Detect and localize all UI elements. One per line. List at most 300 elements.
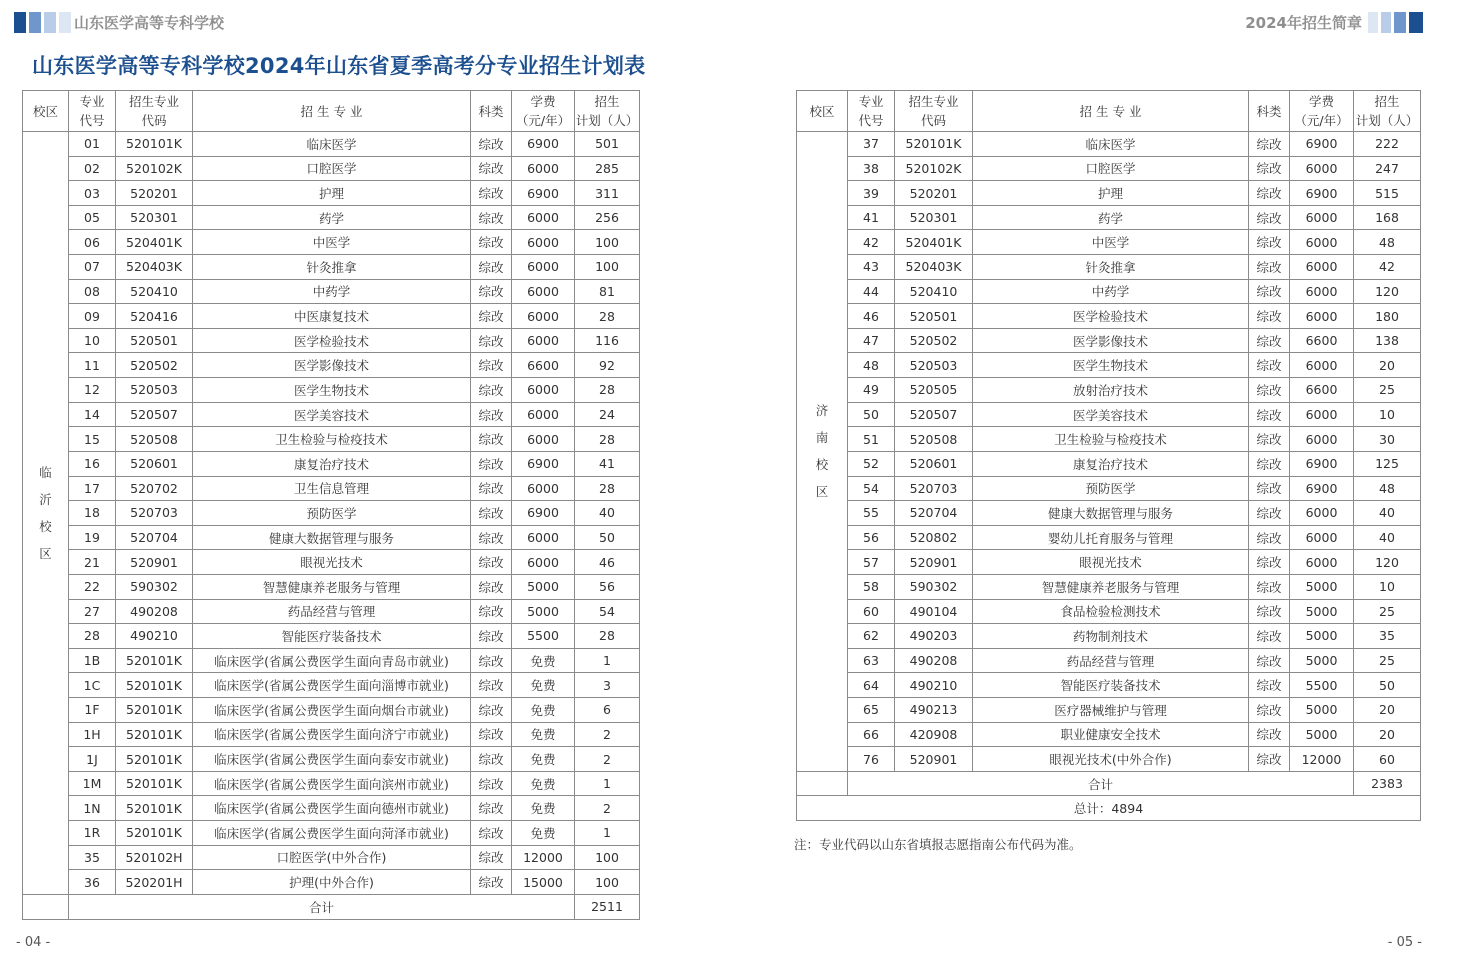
table-cell: 17 <box>69 476 116 501</box>
table-row <box>23 550 640 575</box>
table-cell: 41 <box>575 451 640 476</box>
table-cell: 490203 <box>895 624 973 649</box>
table-row <box>23 255 640 280</box>
column-header: 招生 计划（人） <box>1354 91 1421 132</box>
header-school-name: 山东医学高等专科学校 <box>74 14 225 32</box>
table-cell: 中药学 <box>193 279 471 304</box>
table-cell: 综改 <box>471 698 512 723</box>
table-cell: 25 <box>1354 648 1421 673</box>
table-row <box>797 599 1421 624</box>
column-header: 招 生 专 业 <box>973 91 1249 132</box>
table-row <box>797 673 1421 698</box>
table-cell: 49 <box>848 378 895 403</box>
table-cell: 6600 <box>1290 328 1354 353</box>
table-cell: 520403K <box>895 255 973 280</box>
table-row <box>23 476 640 501</box>
table-cell: 综改 <box>1249 378 1290 403</box>
table-cell: 口腔医学 <box>193 156 471 181</box>
table-cell: 6000 <box>512 328 575 353</box>
column-header: 学费 （元/年） <box>1290 91 1354 132</box>
table-cell: 12000 <box>1290 747 1354 772</box>
table-cell: 100 <box>575 255 640 280</box>
table-cell: 智慧健康养老服务与管理 <box>973 574 1249 599</box>
table-cell: 520101K <box>116 673 193 698</box>
table-cell: 眼视光技术 <box>193 550 471 575</box>
table-row <box>23 845 640 870</box>
table-row <box>797 624 1421 649</box>
table-row <box>797 501 1421 526</box>
table-cell: 免费 <box>512 796 575 821</box>
page-number-right: - 05 - <box>1387 935 1422 950</box>
table-cell: 520901 <box>895 550 973 575</box>
table-cell: 口腔医学(中外合作) <box>193 845 471 870</box>
table-cell: 5500 <box>512 624 575 649</box>
table-cell: 40 <box>575 501 640 526</box>
table-cell: 07 <box>69 255 116 280</box>
table-cell: 6000 <box>512 304 575 329</box>
table-cell: 综改 <box>1249 402 1290 427</box>
table-cell: 临床医学(省属公费医学生面向滨州市就业) <box>193 771 471 796</box>
table-cell: 6900 <box>1290 181 1354 206</box>
table-cell: 临床医学(省属公费医学生面向青岛市就业) <box>193 648 471 673</box>
table-cell: 6600 <box>1290 378 1354 403</box>
table-cell: 综改 <box>471 427 512 452</box>
campus-cell: 临 沂 校 区 <box>23 132 69 895</box>
table-cell: 490208 <box>895 648 973 673</box>
table-cell: 09 <box>69 304 116 329</box>
column-header: 科类 <box>1249 91 1290 132</box>
table-cell: 1R <box>69 821 116 846</box>
table-cell: 6000 <box>512 279 575 304</box>
table-row <box>797 550 1421 575</box>
table-cell: 6900 <box>512 181 575 206</box>
table-header-row <box>23 91 640 132</box>
table-row <box>797 378 1421 403</box>
table-cell: 综改 <box>471 870 512 895</box>
footnote: 注：专业代码以山东省填报志愿指南公布代码为准。 <box>794 837 1082 852</box>
table-cell: 中医康复技术 <box>193 304 471 329</box>
enrollment-table-jinan <box>796 90 1421 821</box>
table-cell: 520101K <box>116 722 193 747</box>
table-cell: 520401K <box>895 230 973 255</box>
table-cell: 100 <box>575 230 640 255</box>
table-row <box>23 673 640 698</box>
column-header: 专业 代号 <box>69 91 116 132</box>
table-cell: 168 <box>1354 205 1421 230</box>
table-cell: 40 <box>1354 525 1421 550</box>
table-row <box>797 525 1421 550</box>
table-cell: 综改 <box>471 599 512 624</box>
table-cell: 420908 <box>895 722 973 747</box>
table-row <box>797 205 1421 230</box>
table-cell: 520102K <box>116 156 193 181</box>
table-cell: 590302 <box>895 574 973 599</box>
table-cell: 综改 <box>471 624 512 649</box>
table-cell: 康复治疗技术 <box>193 451 471 476</box>
table-cell: 50 <box>1354 673 1421 698</box>
table-cell: 综改 <box>471 156 512 181</box>
table-cell: 6900 <box>1290 451 1354 476</box>
table-cell: 综改 <box>471 550 512 575</box>
table-cell: 6900 <box>512 451 575 476</box>
table-cell: 2 <box>575 747 640 772</box>
table-cell: 6000 <box>1290 402 1354 427</box>
table-cell: 515 <box>1354 181 1421 206</box>
table-cell: 卫生信息管理 <box>193 476 471 501</box>
table-cell: 综改 <box>1249 205 1290 230</box>
table-cell: 06 <box>69 230 116 255</box>
table-cell: 520101K <box>116 698 193 723</box>
table-row <box>23 747 640 772</box>
table-cell: 综改 <box>1249 279 1290 304</box>
table-cell: 490104 <box>895 599 973 624</box>
table-cell: 247 <box>1354 156 1421 181</box>
table-cell: 44 <box>848 279 895 304</box>
table-cell: 6000 <box>512 476 575 501</box>
total-row <box>797 796 1421 821</box>
blank-cell <box>797 771 848 796</box>
table-row <box>797 156 1421 181</box>
table-cell: 1N <box>69 796 116 821</box>
table-cell: 590302 <box>116 574 193 599</box>
table-cell: 药品经营与管理 <box>973 648 1249 673</box>
table-cell: 02 <box>69 156 116 181</box>
table-cell: 6000 <box>1290 205 1354 230</box>
table-row <box>797 476 1421 501</box>
table-cell: 18 <box>69 501 116 526</box>
page-number-left: - 04 - <box>16 935 51 950</box>
table-cell: 婴幼儿托育服务与管理 <box>973 525 1249 550</box>
table-row <box>23 870 640 895</box>
column-header: 校区 <box>797 91 848 132</box>
table-row <box>23 181 640 206</box>
table-cell: 综改 <box>1249 230 1290 255</box>
table-cell: 490208 <box>116 599 193 624</box>
table-cell: 520704 <box>116 525 193 550</box>
table-cell: 25 <box>1354 599 1421 624</box>
table-cell: 63 <box>848 648 895 673</box>
table-cell: 6000 <box>512 230 575 255</box>
table-cell: 6000 <box>1290 230 1354 255</box>
table-cell: 520102K <box>895 156 973 181</box>
table-cell: 临床医学(省属公费医学生面向济宁市就业) <box>193 722 471 747</box>
table-cell: 2 <box>575 722 640 747</box>
table-cell: 免费 <box>512 648 575 673</box>
table-cell: 64 <box>848 673 895 698</box>
table-cell: 46 <box>848 304 895 329</box>
table-cell: 综改 <box>1249 476 1290 501</box>
table-cell: 520507 <box>895 402 973 427</box>
table-cell: 综改 <box>471 574 512 599</box>
table-cell: 综改 <box>1249 648 1290 673</box>
table-cell: 1F <box>69 698 116 723</box>
table-cell: 智能医疗装备技术 <box>193 624 471 649</box>
table-cell: 1J <box>69 747 116 772</box>
table-row <box>23 304 640 329</box>
table-cell: 125 <box>1354 451 1421 476</box>
table-cell: 中药学 <box>973 279 1249 304</box>
table-cell: 39 <box>848 181 895 206</box>
table-cell: 5000 <box>1290 648 1354 673</box>
table-row <box>23 353 640 378</box>
table-cell: 51 <box>848 427 895 452</box>
table-row <box>23 205 640 230</box>
table-cell: 12000 <box>512 845 575 870</box>
table-cell: 综改 <box>1249 722 1290 747</box>
table-cell: 5000 <box>1290 599 1354 624</box>
table-cell: 综改 <box>1249 132 1290 157</box>
table-cell: 28 <box>575 304 640 329</box>
table-cell: 综改 <box>471 501 512 526</box>
table-cell: 综改 <box>1249 501 1290 526</box>
table-cell: 预防医学 <box>973 476 1249 501</box>
table-cell: 免费 <box>512 771 575 796</box>
table-cell: 预防医学 <box>193 501 471 526</box>
table-row <box>23 698 640 723</box>
table-cell: 6000 <box>1290 501 1354 526</box>
table-cell: 28 <box>69 624 116 649</box>
table-cell: 520501 <box>116 328 193 353</box>
column-header: 招生专业 代码 <box>116 91 193 132</box>
header-bars-left-icon <box>14 12 71 33</box>
table-cell: 综改 <box>471 328 512 353</box>
table-cell: 1M <box>69 771 116 796</box>
table-cell: 24 <box>575 402 640 427</box>
column-header: 招 生 专 业 <box>193 91 471 132</box>
table-row <box>797 255 1421 280</box>
table-cell: 放射治疗技术 <box>973 378 1249 403</box>
table-cell: 1H <box>69 722 116 747</box>
table-cell: 520416 <box>116 304 193 329</box>
table-row <box>797 574 1421 599</box>
table-cell: 卫生检验与检疫技术 <box>193 427 471 452</box>
table-cell: 48 <box>1354 230 1421 255</box>
table-row <box>23 279 640 304</box>
table-row <box>23 156 640 181</box>
table-cell: 智慧健康养老服务与管理 <box>193 574 471 599</box>
table-row <box>23 525 640 550</box>
table-cell: 医学美容技术 <box>973 402 1249 427</box>
table-cell: 综改 <box>471 673 512 698</box>
table-cell: 100 <box>575 870 640 895</box>
table-cell: 针灸推拿 <box>193 255 471 280</box>
table-row <box>797 304 1421 329</box>
table-cell: 520410 <box>116 279 193 304</box>
table-cell: 5000 <box>512 599 575 624</box>
table-cell: 520101K <box>116 648 193 673</box>
table-row <box>23 722 640 747</box>
table-cell: 46 <box>575 550 640 575</box>
table-cell: 6000 <box>1290 304 1354 329</box>
table-cell: 康复治疗技术 <box>973 451 1249 476</box>
table-cell: 综改 <box>471 402 512 427</box>
table-cell: 285 <box>575 156 640 181</box>
table-cell: 医学检验技术 <box>973 304 1249 329</box>
table-cell: 综改 <box>471 378 512 403</box>
table-cell: 57 <box>848 550 895 575</box>
table-cell: 520102H <box>116 845 193 870</box>
table-cell: 21 <box>69 550 116 575</box>
table-cell: 6000 <box>512 402 575 427</box>
table-row <box>797 230 1421 255</box>
table-cell: 54 <box>575 599 640 624</box>
table-cell: 综改 <box>471 821 512 846</box>
column-header: 招生 计划（人） <box>575 91 640 132</box>
table-cell: 药学 <box>973 205 1249 230</box>
table-cell: 6000 <box>512 525 575 550</box>
table-row <box>23 771 640 796</box>
table-cell: 48 <box>1354 476 1421 501</box>
table-cell: 56 <box>575 574 640 599</box>
table-cell: 6900 <box>1290 132 1354 157</box>
table-cell: 40 <box>1354 501 1421 526</box>
table-cell: 10 <box>1354 402 1421 427</box>
table-cell: 5000 <box>1290 722 1354 747</box>
table-cell: 490213 <box>895 698 973 723</box>
table-cell: 11 <box>69 353 116 378</box>
table-cell: 27 <box>69 599 116 624</box>
header-brochure-title: 2024年招生简章 <box>1245 14 1362 32</box>
table-cell: 36 <box>69 870 116 895</box>
table-cell: 6000 <box>1290 156 1354 181</box>
table-cell: 综改 <box>1249 451 1290 476</box>
table-cell: 综改 <box>471 722 512 747</box>
table-cell: 520503 <box>116 378 193 403</box>
table-cell: 92 <box>575 353 640 378</box>
column-header: 招生专业 代码 <box>895 91 973 132</box>
table-cell: 520507 <box>116 402 193 427</box>
table-cell: 15000 <box>512 870 575 895</box>
table-cell: 免费 <box>512 747 575 772</box>
table-cell: 综改 <box>1249 599 1290 624</box>
table-cell: 10 <box>69 328 116 353</box>
table-cell: 28 <box>575 476 640 501</box>
table-cell: 50 <box>848 402 895 427</box>
table-cell: 综改 <box>1249 550 1290 575</box>
table-cell: 综改 <box>471 255 512 280</box>
table-cell: 490210 <box>895 673 973 698</box>
table-cell: 医学美容技术 <box>193 402 471 427</box>
table-cell: 综改 <box>1249 156 1290 181</box>
table-row <box>23 427 640 452</box>
table-cell: 520501 <box>895 304 973 329</box>
table-cell: 28 <box>575 427 640 452</box>
table-cell: 综改 <box>471 353 512 378</box>
table-cell: 医学检验技术 <box>193 328 471 353</box>
table-row <box>23 624 640 649</box>
table-cell: 56 <box>848 525 895 550</box>
column-header: 学费 （元/年） <box>512 91 575 132</box>
table-cell: 6000 <box>512 378 575 403</box>
table-cell: 20 <box>1354 698 1421 723</box>
column-header: 专业 代号 <box>848 91 895 132</box>
table-cell: 43 <box>848 255 895 280</box>
table-cell: 医学生物技术 <box>193 378 471 403</box>
table-cell: 5000 <box>1290 574 1354 599</box>
table-cell: 综改 <box>471 747 512 772</box>
table-row <box>23 402 640 427</box>
table-cell: 综改 <box>471 845 512 870</box>
table-cell: 6600 <box>512 353 575 378</box>
table-cell: 药学 <box>193 205 471 230</box>
table-cell: 6000 <box>1290 550 1354 575</box>
table-cell: 5000 <box>512 574 575 599</box>
table-cell: 综改 <box>471 771 512 796</box>
table-cell: 08 <box>69 279 116 304</box>
page-title: 山东医学高等专科学校2024年山东省夏季高考分专业招生计划表 <box>32 54 646 78</box>
table-cell: 综改 <box>471 648 512 673</box>
table-row <box>797 353 1421 378</box>
table-cell: 综改 <box>1249 255 1290 280</box>
table-cell: 22 <box>69 574 116 599</box>
table-row <box>23 599 640 624</box>
table-cell: 临床医学(省属公费医学生面向泰安市就业) <box>193 747 471 772</box>
table-cell: 520901 <box>116 550 193 575</box>
table-cell: 6900 <box>512 501 575 526</box>
table-cell: 120 <box>1354 279 1421 304</box>
table-cell: 综改 <box>1249 673 1290 698</box>
table-row <box>23 230 640 255</box>
subtotal-value: 2383 <box>1354 771 1421 796</box>
table-cell: 520101K <box>116 132 193 157</box>
table-cell: 综改 <box>1249 624 1290 649</box>
column-header: 校区 <box>23 91 69 132</box>
table-cell: 180 <box>1354 304 1421 329</box>
table-cell: 智能医疗装备技术 <box>973 673 1249 698</box>
table-cell: 综改 <box>471 476 512 501</box>
table-row <box>23 501 640 526</box>
table-row <box>797 427 1421 452</box>
table-cell: 520502 <box>895 328 973 353</box>
table-cell: 520505 <box>895 378 973 403</box>
table-cell: 5000 <box>1290 698 1354 723</box>
table-cell: 520101K <box>116 821 193 846</box>
table-cell: 1 <box>575 648 640 673</box>
table-row <box>797 451 1421 476</box>
table-cell: 免费 <box>512 821 575 846</box>
table-cell: 100 <box>575 845 640 870</box>
table-cell: 256 <box>575 205 640 230</box>
table-cell: 38 <box>848 156 895 181</box>
table-cell: 12 <box>69 378 116 403</box>
table-cell: 护理 <box>193 181 471 206</box>
table-cell: 3 <box>575 673 640 698</box>
table-cell: 免费 <box>512 673 575 698</box>
table-cell: 综改 <box>1249 574 1290 599</box>
table-cell: 医疗器械维护与管理 <box>973 698 1249 723</box>
table-cell: 6900 <box>1290 476 1354 501</box>
column-header: 科类 <box>471 91 512 132</box>
table-cell: 60 <box>848 599 895 624</box>
table-cell: 19 <box>69 525 116 550</box>
table-cell: 520403K <box>116 255 193 280</box>
table-row <box>797 722 1421 747</box>
table-cell: 综改 <box>471 796 512 821</box>
table-cell: 520201 <box>895 181 973 206</box>
table-cell: 520901 <box>895 747 973 772</box>
table-cell: 20 <box>1354 722 1421 747</box>
table-cell: 520401K <box>116 230 193 255</box>
table-cell: 综改 <box>471 451 512 476</box>
table-cell: 520301 <box>116 205 193 230</box>
table-cell: 120 <box>1354 550 1421 575</box>
table-cell: 2 <box>575 796 640 821</box>
table-cell: 35 <box>1354 624 1421 649</box>
table-cell: 临床医学 <box>973 132 1249 157</box>
table-cell: 免费 <box>512 698 575 723</box>
table-cell: 健康大数据管理与服务 <box>193 525 471 550</box>
table-cell: 药物制剂技术 <box>973 624 1249 649</box>
